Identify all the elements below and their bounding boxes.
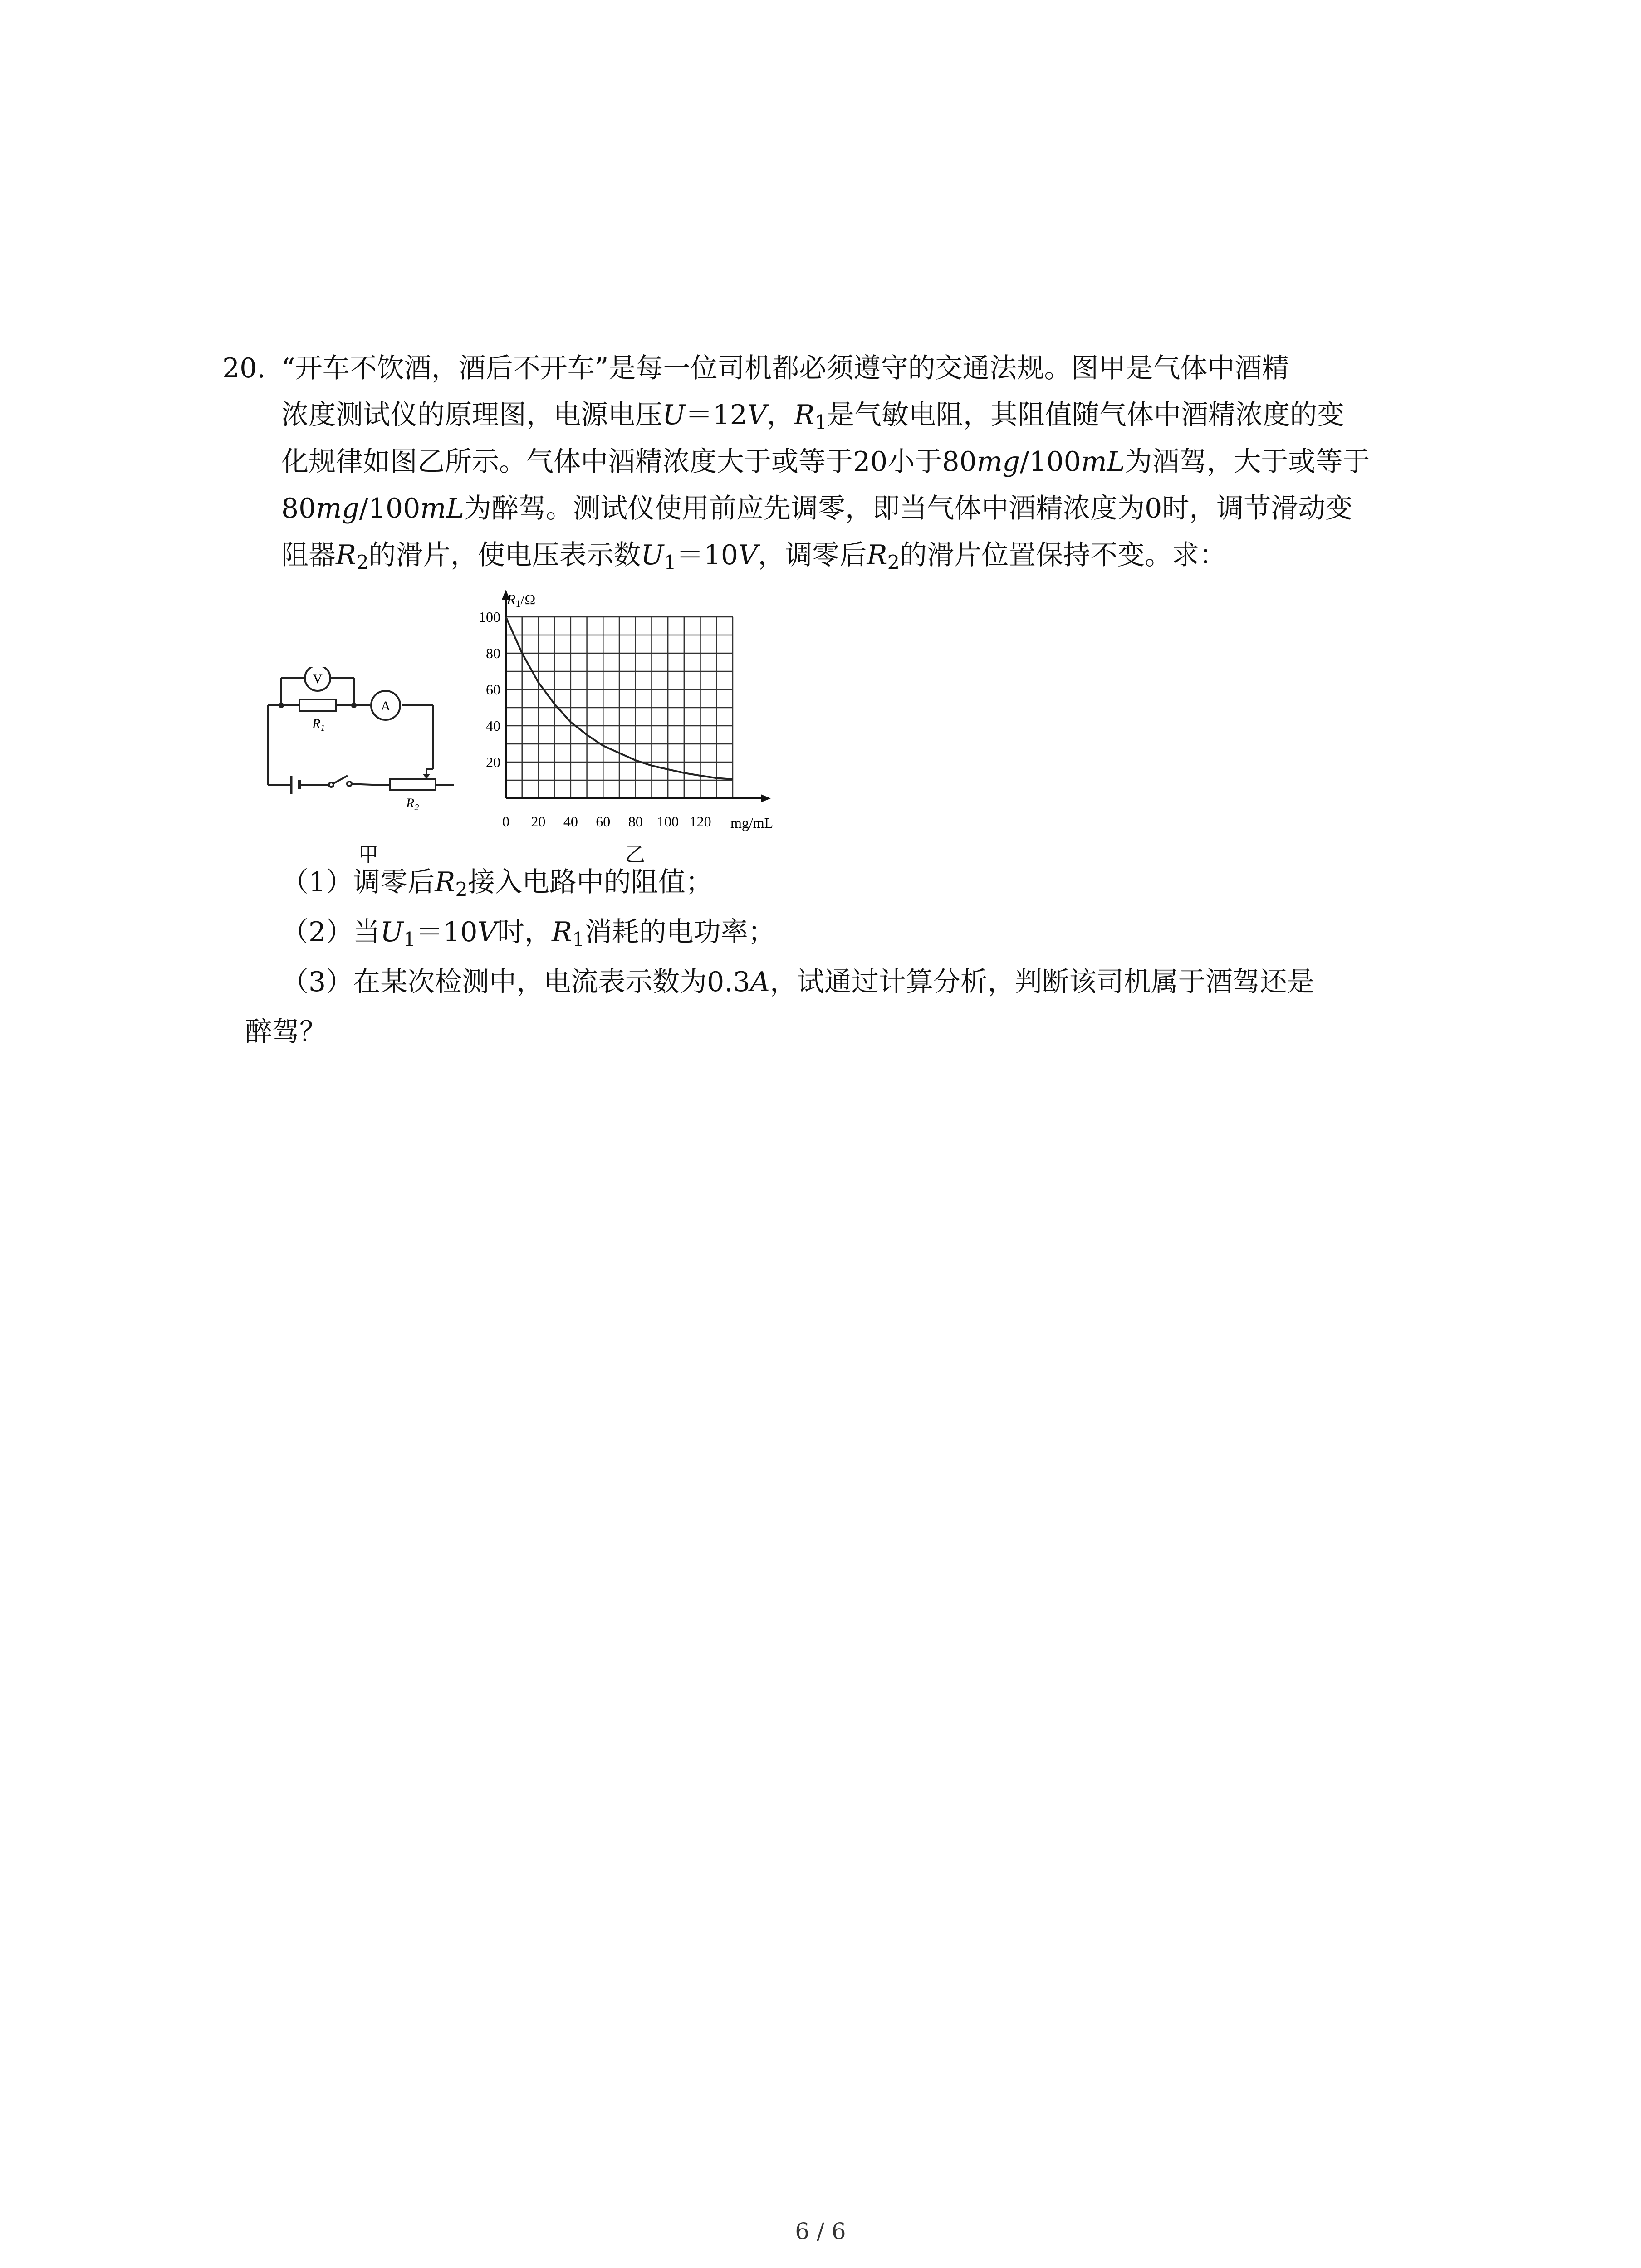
unit-a: A (750, 966, 770, 998)
resistance-chart (456, 585, 801, 839)
subquestion-3-cont (245, 1009, 327, 1055)
text-run: /100 (359, 493, 421, 524)
chart-y-tick-label: 60 (486, 681, 500, 698)
subscript: 1 (664, 551, 676, 574)
text-run: 化规律如图乙所示。气体中酒精浓度大于或等于20小于80 (281, 446, 977, 478)
subscript: 1 (403, 928, 416, 951)
figure-yi-caption: 乙 (625, 843, 645, 866)
chart-x-tick-label: 60 (596, 813, 611, 830)
text-run: ，调零后 (758, 539, 867, 571)
chart-y-tick-label: 40 (486, 718, 500, 734)
symbol-r: R (551, 916, 573, 948)
text-run: 为酒驾，大于或等于 (1125, 446, 1370, 478)
text-run: 时， (497, 916, 552, 948)
voltmeter-icon (305, 667, 330, 691)
question-line-3 (281, 439, 1370, 484)
subscript: 1 (572, 928, 585, 951)
text-run: /100 (1020, 446, 1081, 478)
text-run: ＝10 (676, 539, 739, 571)
unit-v: V (738, 539, 758, 571)
text-run: 为醉驾。测试仪使用前应先调零，即当气体中酒精浓度为0时，调节滑动变 (464, 493, 1353, 524)
text-run: ＝10 (416, 916, 478, 948)
text-run: 的滑片位置保持不变。求： (900, 539, 1227, 571)
chart-x-tick-label: 100 (657, 813, 679, 830)
text-run: 浓度测试仪的原理图，电源电压 (281, 399, 662, 431)
chart-x-tick-label: 40 (563, 813, 578, 830)
question-line-4 (281, 486, 1352, 531)
r2-label: $R_2$ (406, 796, 419, 812)
subscript: 2 (887, 551, 900, 574)
subscript: 2 (356, 551, 369, 574)
unit-ml: mL (420, 493, 465, 524)
text-run: 的滑片，使电压表示数 (368, 539, 641, 571)
symbol-r: R (867, 539, 887, 571)
rheostat-r2-icon (390, 769, 436, 812)
switch-icon (329, 776, 352, 787)
subquestion-3 (281, 959, 1314, 1005)
text-run: （3）在某次检测中，电流表示数为0.3 (281, 966, 750, 998)
chart-y-tick-label: 100 (479, 609, 500, 625)
chart-grid (506, 617, 733, 798)
r1-label: $R_1$ (312, 716, 325, 733)
text-run: 醉驾？ (245, 1016, 327, 1048)
symbol-r: R (794, 399, 815, 431)
chart-x-tick-label: 120 (689, 813, 711, 830)
unit-v: V (747, 399, 767, 431)
subquestion-2 (281, 909, 775, 963)
chart-y-axis-label: R1/Ω (507, 591, 536, 609)
chart-ticks (479, 609, 711, 830)
text-run: “开车不饮酒，酒后不开车”是每一位司机都必须遵守的交通法规。图甲是气体中酒精 (281, 352, 1289, 384)
question-line-2 (281, 392, 1344, 445)
text-run: （2）当 (281, 916, 381, 948)
symbol-r: R (336, 539, 357, 571)
symbol-u: U (380, 916, 403, 948)
chart-axes (502, 590, 771, 802)
question-number: 20. (222, 352, 266, 384)
chart-y-tick-label: 20 (486, 754, 500, 770)
text-run: ， (767, 399, 794, 431)
unit-ml: mL (1081, 446, 1125, 478)
chart-y-tick-label: 80 (486, 645, 500, 661)
text-run: 是气敏电阻，其阻值随气体中酒精浓度的变 (827, 399, 1344, 431)
figure-jia-caption: 甲 (358, 843, 378, 866)
ammeter-icon (371, 691, 400, 720)
subquestion-1 (281, 860, 713, 913)
text-run: 消耗的电功率； (584, 916, 775, 948)
page-number: 6 / 6 (795, 2218, 846, 2244)
voltmeter-label: V (313, 671, 323, 686)
symbol-u: U (641, 539, 664, 571)
chart-x-tick-label: 80 (628, 813, 643, 830)
chart-x-tick-label: 0 (502, 813, 509, 830)
unit-v: V (477, 916, 497, 948)
ammeter-label: A (381, 699, 391, 714)
text-run: ＝12 (685, 399, 747, 431)
chart-x-axis-label: mg/mL (730, 815, 774, 831)
symbol-u: U (662, 399, 686, 431)
question-line-1 (281, 346, 1289, 391)
symbol-r: R (435, 866, 456, 898)
text-run: 接入电路中的阻值； (467, 866, 713, 898)
subscript: 1 (814, 411, 827, 434)
unit-mg: mg (976, 446, 1020, 478)
question-line-5 (281, 533, 1226, 586)
subscript: 2 (455, 878, 468, 901)
text-run: 80 (281, 493, 316, 524)
text-run: ，试通过计算分析，判断该司机属于酒驾还是 (769, 966, 1314, 998)
text-run: （1）调零后 (281, 866, 435, 898)
chart-x-tick-label: 20 (531, 813, 546, 830)
unit-mg: mg (316, 493, 359, 524)
battery-icon (291, 776, 299, 794)
text-run: 阻器 (281, 539, 336, 571)
chart-x-axis-arrow (761, 794, 771, 802)
